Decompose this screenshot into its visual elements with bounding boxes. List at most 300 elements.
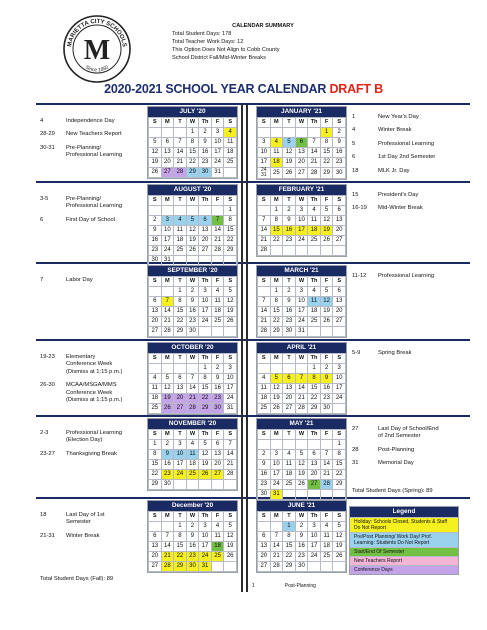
day-cell: 8 <box>333 450 346 460</box>
day-cell: 21 <box>161 317 174 327</box>
month-table <box>257 117 346 179</box>
day-cell: 10 <box>174 450 187 460</box>
weekday-label: M <box>270 354 283 364</box>
day-cell: 14 <box>161 542 174 552</box>
day-cell: 9 <box>186 532 199 542</box>
day-cell: 15 <box>333 460 346 470</box>
day-cell <box>283 440 296 450</box>
day-cell: 22 <box>174 552 187 562</box>
week-row <box>149 226 237 236</box>
day-cell: 28 <box>161 327 174 337</box>
weekday-label: S <box>224 196 237 206</box>
day-cell: 27 <box>211 470 224 480</box>
week-row <box>258 490 346 500</box>
weekday-label: S <box>333 512 346 522</box>
center-gutter <box>241 104 243 592</box>
event-text: MLK Jr. Day <box>378 167 410 174</box>
day-cell <box>258 287 271 297</box>
day-cell: 8 <box>270 216 283 226</box>
week-row <box>149 246 237 256</box>
month-table <box>257 195 346 256</box>
day-cell: 30 <box>320 404 333 414</box>
day-cell: 28 <box>270 562 283 572</box>
week-row <box>258 317 346 327</box>
day-cell: 13 <box>333 216 346 226</box>
weekday-label: T <box>283 430 296 440</box>
day-cell: 6 <box>295 138 308 148</box>
day-cell: 23 <box>295 552 308 562</box>
weekday-label: S <box>333 430 346 440</box>
event-text: New Year's Day <box>378 114 419 120</box>
weekday-label: M <box>161 354 174 364</box>
summary-line: Total Student Days: 178 <box>172 31 232 37</box>
day-cell <box>295 490 308 500</box>
day-cell <box>333 562 346 572</box>
week-row <box>149 364 237 374</box>
month-title: APRIL '21 <box>257 343 346 353</box>
day-cell: 4 <box>224 128 237 138</box>
day-cell: 6 <box>283 374 296 384</box>
week-row <box>258 297 346 307</box>
day-cell: 29 <box>308 404 321 414</box>
day-cell <box>186 480 199 490</box>
day-cell: 12 <box>149 148 162 158</box>
day-cell: 5 <box>224 287 237 297</box>
weekday-label: T <box>283 354 296 364</box>
day-cell: 24 <box>295 236 308 246</box>
weekday-label: S <box>224 512 237 522</box>
day-cell: 31 <box>161 256 174 266</box>
month-table <box>257 511 346 572</box>
day-cell: 22 <box>199 394 212 404</box>
day-cell <box>270 128 283 138</box>
day-cell: 22 <box>270 317 283 327</box>
day-cell: 7 <box>258 297 271 307</box>
week-row <box>149 287 237 297</box>
day-cell: 3 <box>295 206 308 216</box>
day-cell: 14 <box>308 148 321 158</box>
month-title: NOVEMBER '20 <box>148 419 237 429</box>
month-calendar <box>147 184 238 267</box>
day-cell: 11 <box>211 532 224 542</box>
week-row <box>149 440 237 450</box>
legend-item: New Teachers Report <box>350 556 458 565</box>
section-divider <box>36 103 470 105</box>
day-cell: 25 <box>320 552 333 562</box>
day-cell: 29 <box>199 404 212 414</box>
week-row <box>258 216 346 226</box>
day-cell: 8 <box>270 297 283 307</box>
weekday-label: W <box>295 196 308 206</box>
day-cell: 16 <box>333 148 346 158</box>
day-cell: 26 <box>295 480 308 490</box>
day-cell: 31 <box>224 404 237 414</box>
day-cell: 7 <box>295 374 308 384</box>
day-cell: 1 <box>174 287 187 297</box>
day-cell: 2 <box>320 364 333 374</box>
weekday-header <box>149 430 237 440</box>
event-date: 19-23 <box>40 354 55 360</box>
day-cell: 18 <box>308 307 321 317</box>
day-cell: 26 <box>320 317 333 327</box>
legend-item: Conference Days <box>350 565 458 574</box>
day-cell: 11 <box>308 216 321 226</box>
day-cell: 16 <box>199 148 212 158</box>
day-cell: 14 <box>320 460 333 470</box>
day-cell: 1 <box>224 206 237 216</box>
event-date: 5 <box>352 140 356 147</box>
day-cell: 6 <box>149 532 162 542</box>
week-row <box>258 364 346 374</box>
day-cell: 9 <box>149 226 162 236</box>
day-cell: 28 <box>186 404 199 414</box>
month-title: MARCH '21 <box>257 266 346 276</box>
day-cell: 9 <box>199 138 212 148</box>
weekday-header <box>258 430 346 440</box>
day-cell: 28 <box>211 246 224 256</box>
weekday-label: Th <box>199 118 212 128</box>
day-cell: 25 <box>211 317 224 327</box>
day-cell: 23 <box>161 470 174 480</box>
day-cell: 9 <box>161 450 174 460</box>
day-cell: 19 <box>199 460 212 470</box>
day-cell: 23 <box>186 552 199 562</box>
day-cell: 13 <box>149 307 162 317</box>
week-row <box>258 470 346 480</box>
day-cell: 27 <box>333 236 346 246</box>
day-cell: 15 <box>270 307 283 317</box>
weekday-label: M <box>161 512 174 522</box>
day-cell: 17 <box>258 158 271 168</box>
week-row <box>149 522 237 532</box>
day-cell: 21 <box>174 158 187 168</box>
day-cell: 14 <box>295 384 308 394</box>
week-row <box>149 148 237 158</box>
weekday-label: S <box>149 196 162 206</box>
day-cell: 3 <box>211 128 224 138</box>
day-cell <box>308 440 321 450</box>
day-cell: 3 <box>174 440 187 450</box>
event-text: Spring Break <box>378 350 412 356</box>
day-cell <box>161 522 174 532</box>
month-title: FEBRUARY '21 <box>257 185 346 195</box>
month-table <box>148 429 237 490</box>
section-divider <box>36 339 470 341</box>
month-calendar <box>256 418 347 501</box>
summary-line: Total Teacher Work Days: 12 <box>172 39 244 45</box>
day-cell: 3 <box>161 216 174 226</box>
day-cell: 7 <box>161 297 174 307</box>
seal-letter: M <box>83 35 111 66</box>
event-text: 1st Day 2nd Semester <box>378 154 436 161</box>
day-cell: 8 <box>283 532 296 542</box>
day-cell: 18 <box>283 470 296 480</box>
day-cell: 22 <box>149 470 162 480</box>
weekday-label: S <box>224 430 237 440</box>
day-cell: 4 <box>308 206 321 216</box>
event-text: Post-Planning <box>284 583 316 589</box>
day-cell: 19 <box>320 307 333 317</box>
day-cell: 3 <box>258 138 271 148</box>
event-date: 21-31 <box>40 532 55 539</box>
day-cell: 11 <box>174 226 187 236</box>
day-cell: 20 <box>333 307 346 317</box>
day-cell: 31 <box>199 562 212 572</box>
day-cell <box>186 364 199 374</box>
weekday-label: W <box>295 512 308 522</box>
event-date: 15 <box>352 192 359 198</box>
day-cell: 28 <box>258 327 271 337</box>
day-cell: 11 <box>270 148 283 158</box>
day-cell: 11 <box>308 297 321 307</box>
week-row <box>149 460 237 470</box>
day-cell: 30 <box>283 327 296 337</box>
month-title: AUGUST '20 <box>148 185 237 195</box>
event-text: President's Day <box>378 192 419 198</box>
month-title: December '20 <box>148 501 237 511</box>
day-cell: 1 <box>283 522 296 532</box>
event-date: 28-29 <box>40 131 55 138</box>
day-cell: 25 <box>149 404 162 414</box>
day-cell <box>161 287 174 297</box>
weekday-label: S <box>333 196 346 206</box>
day-cell: 22 <box>186 158 199 168</box>
weekday-label: F <box>211 354 224 364</box>
day-cell <box>295 440 308 450</box>
weekday-label: Th <box>308 196 321 206</box>
weekday-label: S <box>258 196 271 206</box>
day-cell: 20 <box>199 236 212 246</box>
event-date: 31 <box>352 460 359 467</box>
weekday-label: Th <box>308 430 321 440</box>
day-cell: 26 <box>270 404 283 414</box>
weekday-label: S <box>333 354 346 364</box>
day-cell: 30 <box>295 562 308 572</box>
month-title: JUNE '21 <box>257 501 346 511</box>
day-cell: 15 <box>224 226 237 236</box>
weekday-label: W <box>295 118 308 128</box>
weekday-label: T <box>174 354 187 364</box>
day-cell: 2 <box>258 450 271 460</box>
week-row <box>258 552 346 562</box>
day-cell: 19 <box>320 226 333 236</box>
day-cell: 14 <box>258 226 271 236</box>
day-cell: 16 <box>283 307 296 317</box>
day-cell <box>174 128 187 138</box>
month-table <box>257 276 346 337</box>
day-cell: 18 <box>149 394 162 404</box>
event-text: Winter Break <box>378 127 412 134</box>
day-cell <box>149 128 162 138</box>
day-cell: 20 <box>149 552 162 562</box>
day-cell: 20 <box>174 394 187 404</box>
day-cell: 22 <box>174 317 187 327</box>
weekday-label: W <box>186 354 199 364</box>
day-cell: 19 <box>161 394 174 404</box>
weekday-label: S <box>149 354 162 364</box>
day-cell: 21 <box>161 552 174 562</box>
day-cell: 1 <box>199 364 212 374</box>
week-row <box>149 532 237 542</box>
day-cell: 12 <box>224 297 237 307</box>
event-text: Last Day of School/End of 2nd Semester <box>378 426 439 440</box>
week-row <box>149 374 237 384</box>
day-cell: 9 <box>333 138 346 148</box>
day-cell: 26 <box>283 168 296 179</box>
day-cell: 21 <box>258 236 271 246</box>
weekday-label: M <box>270 512 283 522</box>
weekday-label: Th <box>199 277 212 287</box>
day-cell <box>149 206 162 216</box>
day-cell: 11 <box>211 297 224 307</box>
weekday-header <box>258 196 346 206</box>
day-cell: 11 <box>149 384 162 394</box>
day-cell <box>186 206 199 216</box>
section-divider <box>36 262 470 264</box>
day-cell: 6 <box>333 287 346 297</box>
day-cell: 6 <box>161 138 174 148</box>
day-cell: 20 <box>161 158 174 168</box>
week-row <box>258 384 346 394</box>
day-cell: 14 <box>258 307 271 317</box>
week-row <box>258 158 346 168</box>
day-cell: 12 <box>186 226 199 236</box>
event-text: Professional Learning <box>378 140 435 147</box>
weekday-label: W <box>295 277 308 287</box>
day-cell: 2 <box>333 128 346 138</box>
day-cell <box>199 480 212 490</box>
weekday-label: S <box>258 512 271 522</box>
day-cell: 24 <box>308 552 321 562</box>
weekday-label: S <box>258 118 271 128</box>
weekday-label: F <box>211 196 224 206</box>
day-cell: 12 <box>224 532 237 542</box>
day-cell: 8 <box>224 216 237 226</box>
day-cell: 25 <box>224 158 237 168</box>
seal-top-text: MARIETTA CITY SCHOOLS <box>67 18 127 48</box>
week-row <box>258 440 346 450</box>
day-cell: 14 <box>224 450 237 460</box>
event-date: 4 <box>352 127 356 134</box>
week-row <box>149 158 237 168</box>
event-text: Independence Day <box>66 118 115 124</box>
day-cell: 13 <box>258 542 271 552</box>
day-cell: 29 <box>174 327 187 337</box>
day-cell: 19 <box>224 542 237 552</box>
day-cell <box>320 246 333 256</box>
day-cell: 10 <box>199 532 212 542</box>
day-cell <box>224 256 237 266</box>
day-cell: 11 <box>258 384 271 394</box>
month-table <box>257 353 346 414</box>
month-calendar <box>256 500 347 573</box>
day-cell: 26 <box>186 246 199 256</box>
seal-bottom-text: Since 1892 <box>84 64 110 74</box>
weekday-label: W <box>186 430 199 440</box>
week-row <box>149 394 237 404</box>
weekday-label: M <box>270 118 283 128</box>
day-cell: 10 <box>211 138 224 148</box>
day-cell: 16 <box>211 384 224 394</box>
day-cell <box>211 256 224 266</box>
week-row <box>258 522 346 532</box>
day-cell: 21 <box>320 470 333 480</box>
day-cell: 9 <box>186 297 199 307</box>
day-cell <box>333 327 346 337</box>
day-cell: 20 <box>283 394 296 404</box>
day-cell: 10 <box>224 374 237 384</box>
day-cell: 15 <box>283 542 296 552</box>
month-calendar <box>147 106 238 179</box>
weekday-label: Th <box>199 430 212 440</box>
day-cell: 12 <box>270 384 283 394</box>
day-cell: 12 <box>333 532 346 542</box>
event-text: Mid-Winter Break <box>378 205 423 212</box>
day-cell: 21 <box>308 158 321 168</box>
section-divider <box>36 415 470 417</box>
day-cell: 19 <box>270 394 283 404</box>
day-cell: 17 <box>295 307 308 317</box>
day-cell: 11 <box>283 460 296 470</box>
day-cell: 27 <box>283 404 296 414</box>
week-row <box>258 246 346 256</box>
day-cell <box>320 327 333 337</box>
week-row <box>149 138 237 148</box>
day-cell: 10 <box>270 460 283 470</box>
event-text: MCAA/MSGA/MMS Conference Week (Dismiss at 1:15 p.m.) <box>66 382 123 403</box>
weekday-label: M <box>161 277 174 287</box>
legend-title: Legend <box>350 507 458 517</box>
event-date: 26-30 <box>40 382 55 389</box>
weekday-label: M <box>270 430 283 440</box>
day-cell: 25 <box>283 480 296 490</box>
weekday-label: F <box>320 430 333 440</box>
week-row <box>149 552 237 562</box>
day-cell: 6 <box>258 532 271 542</box>
day-cell: 2 <box>283 206 296 216</box>
week-row <box>149 470 237 480</box>
day-cell: 18 <box>224 148 237 158</box>
day-cell: 16 <box>186 307 199 317</box>
event-text: Professional Learning <box>378 273 435 279</box>
week-row <box>258 327 346 337</box>
day-cell: 5 <box>320 206 333 216</box>
weekday-label: T <box>174 430 187 440</box>
day-cell: 22 <box>224 236 237 246</box>
week-row <box>258 226 346 236</box>
day-cell: 19 <box>149 158 162 168</box>
day-cell: 27 <box>149 562 162 572</box>
day-cell: 27 <box>295 168 308 179</box>
month-title: MAY '21 <box>257 419 346 429</box>
weekday-label: Th <box>308 512 321 522</box>
week-row <box>149 450 237 460</box>
calendar-summary <box>172 22 354 62</box>
month-calendar <box>147 265 238 338</box>
day-cell <box>333 246 346 256</box>
weekday-header <box>258 512 346 522</box>
day-cell: 10 <box>295 216 308 226</box>
day-cell: 5 <box>224 522 237 532</box>
day-cell <box>258 522 271 532</box>
day-cell: 13 <box>295 148 308 158</box>
day-cell: 20 <box>149 317 162 327</box>
summary-line: This Option Does Not Align to Cobb County <box>172 47 280 53</box>
day-cell: 18 <box>270 158 283 168</box>
day-cell: 23 <box>333 158 346 168</box>
title-draft: DRAFT B <box>329 82 383 96</box>
week-row <box>258 138 346 148</box>
